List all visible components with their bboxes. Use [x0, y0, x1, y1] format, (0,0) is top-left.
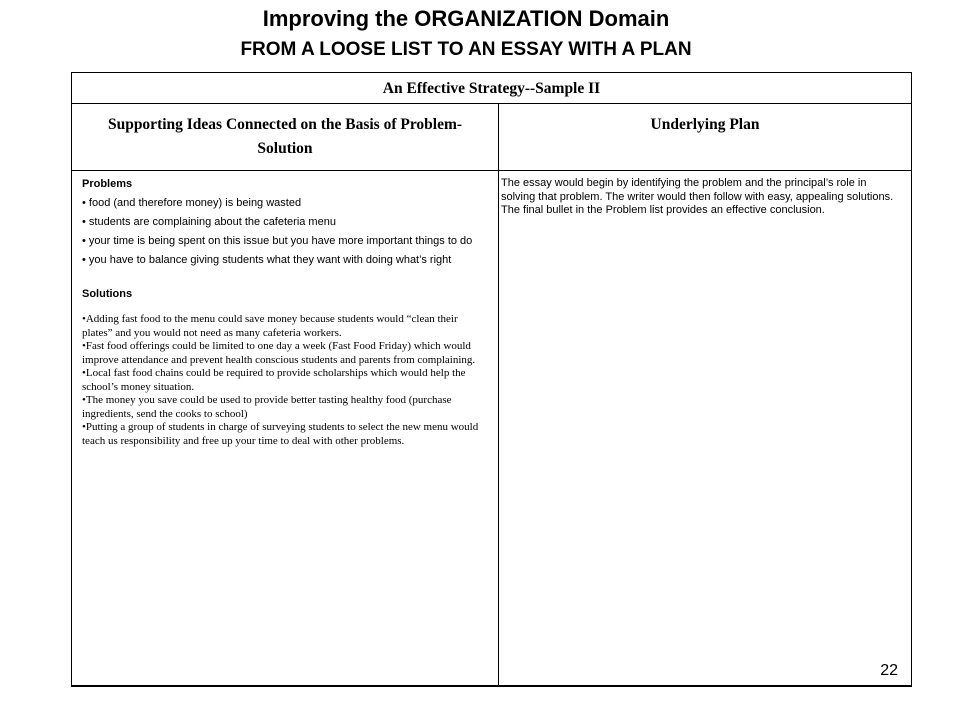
solution-item: •The money you save could be used to provide better tasting healthy food (purchase ingredients, send the cooks to school) [82, 394, 452, 420]
problem-item: • students are complaining about the cafeteria menu [82, 216, 336, 228]
page-subtitle: FROM A LOOSE LIST TO AN ESSAY WITH A PLAN [240, 39, 692, 60]
solutions-list [82, 313, 488, 448]
solution-item: •Local fast food chains could be required to provide scholarships which would help the school’s money situation. [82, 367, 466, 393]
solution-item: •Putting a group of students in charge of surveying students to select the new menu would teach us responsibility and free up your time to deal with other problems. [82, 421, 479, 447]
underlying-plan-cell [499, 171, 911, 686]
problems-label: Problems [82, 178, 133, 190]
problem-item: • your time is being spent on this issue but you have more important things to do [82, 235, 473, 247]
table-heading: An Effective Strategy--Sample II [72, 73, 911, 104]
problem-item: • food (and therefore money) is being wasted [82, 197, 302, 209]
plan-text: The essay would begin by identifying the problem and the principal’s role in solving that problem. The writer would then follow with easy, appealing solutions. The final bullet in the Problem list provides an effective conclusion. [501, 177, 894, 216]
column-header-supporting-ideas: Supporting Ideas Connected on the Basis of Problem-Solution [72, 104, 499, 171]
problem-item: • you have to balance giving students what they want with doing what’s right [82, 254, 452, 266]
supporting-ideas-cell [72, 171, 499, 686]
strategy-table [71, 72, 912, 687]
page-title: Improving the ORGANIZATION Domain [262, 6, 670, 31]
solution-item: •Fast food offerings could be limited to one day a week (Fast Food Friday) which would improve attendance and prevent health conscious students and parents from complaining. [82, 340, 476, 366]
solutions-label: Solutions [82, 288, 133, 300]
column-header-underlying-plan: Underlying Plan [499, 104, 911, 171]
solution-item: •Adding fast food to the menu could save money because students would “clean their plates” and you would not need as many cafeteria workers. [82, 313, 458, 339]
page-number: 22 [880, 662, 898, 679]
